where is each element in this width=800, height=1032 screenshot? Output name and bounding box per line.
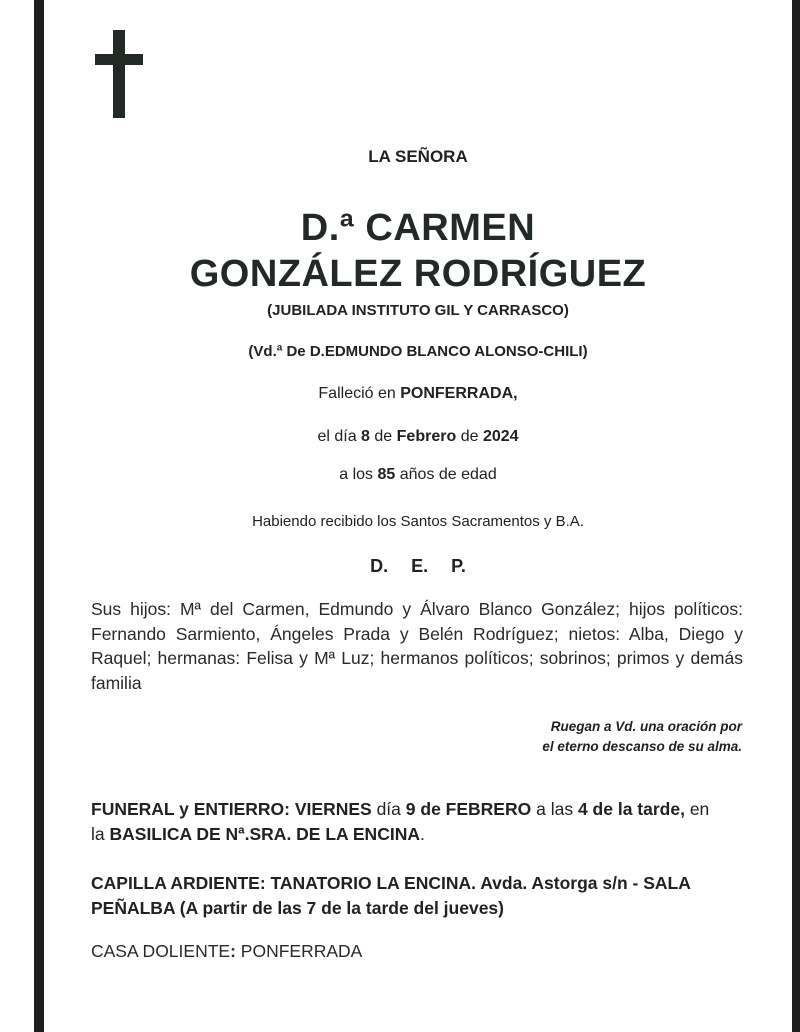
day-prefix: el día [317, 428, 357, 445]
casa-colon: : [230, 941, 236, 961]
mourning-house [91, 941, 747, 962]
death-date-line [44, 428, 792, 446]
left-border [0, 0, 44, 1032]
funeral-label: FUNERAL y ENTIERRO: [91, 799, 290, 819]
funeral-period: . [419, 824, 425, 844]
prayer-request [542, 717, 742, 757]
dep-label: D. E. P. [370, 556, 466, 576]
funeral-en: en [689, 799, 710, 819]
death-month: Febrero [396, 428, 457, 445]
age-line [44, 466, 792, 484]
age-suffix: años de edad [399, 466, 497, 483]
right-border [792, 0, 800, 1032]
age-prefix: a los [339, 466, 374, 483]
funeral-info [91, 797, 747, 847]
de-1: de [374, 428, 393, 445]
occupation: (JUBILADA INSTITUTO GIL Y CARRASCO) [267, 302, 569, 319]
de-2: de [460, 428, 479, 445]
family-paragraph: Sus hijos: Mª del Carmen, Edmundo y Álvaro Blanco González; hijos políticos: Fernando Sarmiento, Ángeles Prada y Belén Rodríguez; nietos: Alba, Diego y Raquel; hermanas: Felisa y Mª Luz; hermanos políticos; sobrinos; primos y demás familia [91, 599, 743, 693]
died-prefix: Falleció en [318, 385, 396, 402]
casa-label: CASA DOLIENTE [91, 941, 231, 961]
death-place: PONFERRADA, [400, 385, 518, 402]
chapel-info: CAPILLA ARDIENTE: TANATORIO LA ENCINA. Avda. Astorga s/n - SALA PEÑALBA (A partir de las 7 de la tarde del jueves) [91, 873, 691, 918]
funeral-date: 9 de FEBRERO [405, 799, 532, 819]
death-place-line [44, 385, 792, 403]
sacraments-line: Habiendo recibido los Santos Sacramentos y B.A. [252, 513, 584, 530]
funeral-day: VIERNES [294, 799, 372, 819]
funeral-la: la [91, 824, 105, 844]
funeral-place: BASILICA DE Nª.SRA. DE LA ENCINA [109, 824, 420, 844]
age-value: 85 [377, 466, 396, 483]
intro-label: LA SEÑORA [368, 147, 468, 166]
deceased-name-line2: GONZÁLEZ RODRÍGUEZ [189, 253, 647, 295]
prayer-line1: Ruegan a Vd. una oración por [550, 719, 742, 734]
death-day: 8 [361, 428, 370, 445]
funeral-time: 4 de la tarde, [577, 799, 685, 819]
prayer-line2: el eterno descanso de su alma. [542, 739, 742, 754]
cross-icon [95, 30, 143, 118]
funeral-dia: día [376, 799, 401, 819]
death-year: 2024 [482, 428, 519, 445]
widow-of: (Vd.ª De D.EDMUNDO BLANCO ALONSO-CHILI) [248, 343, 588, 360]
casa-place: PONFERRADA [240, 941, 363, 961]
deceased-name-line1: D.ª CARMEN [300, 207, 536, 249]
funeral-a-las: a las [536, 799, 574, 819]
